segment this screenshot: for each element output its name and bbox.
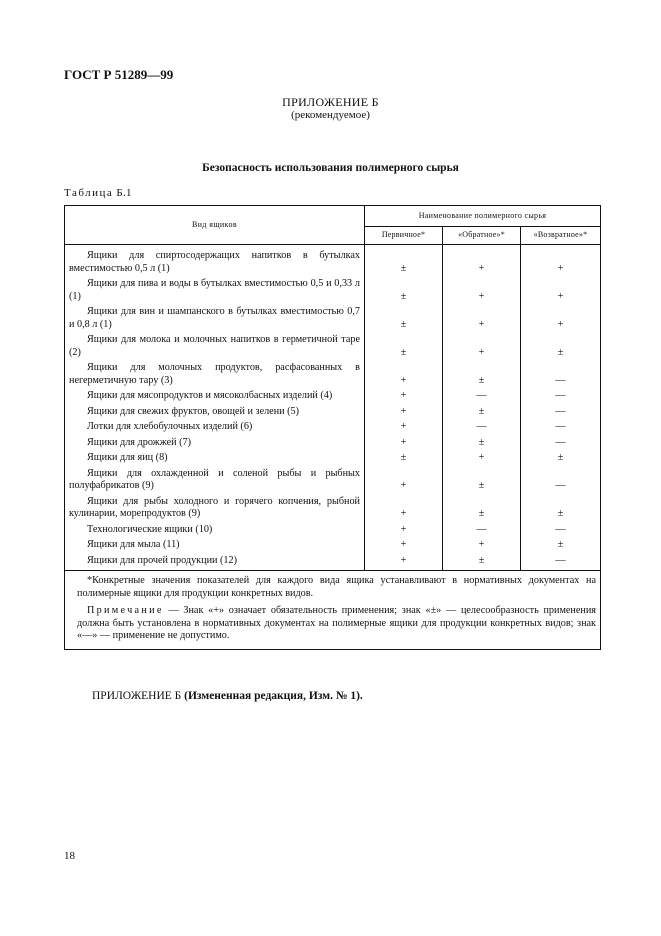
row-box-type bbox=[65, 334, 365, 362]
row-mark-primary: + bbox=[365, 437, 443, 453]
appendix-title: ПРИЛОЖЕНИЕ Б bbox=[282, 95, 379, 109]
column-header-box-type: Вид ящиков bbox=[65, 206, 365, 245]
page-number: 18 bbox=[64, 850, 75, 862]
row-mark-reverse: + bbox=[443, 334, 521, 362]
row-mark-returnable: — bbox=[521, 421, 601, 437]
row-box-type bbox=[65, 278, 365, 306]
column-header-material-group: Наименование полимерного сырья bbox=[365, 206, 601, 227]
row-mark-returnable: + bbox=[521, 306, 601, 334]
amendment-note bbox=[92, 690, 363, 702]
row-mark-reverse: + bbox=[443, 539, 521, 555]
table-row bbox=[65, 496, 601, 524]
row-mark-returnable: + bbox=[521, 250, 601, 278]
row-box-type-text: Ящики для вин и шампанского в бутылках вместимостью 0,7 и 0,8 л (1) bbox=[69, 306, 360, 330]
row-mark-returnable: — bbox=[521, 390, 601, 406]
row-mark-returnable: — bbox=[521, 437, 601, 453]
table-row bbox=[65, 421, 601, 437]
row-mark-returnable: ± bbox=[521, 539, 601, 555]
document-code: ГОСТ Р 51289—99 bbox=[64, 67, 174, 82]
row-mark-returnable: — bbox=[521, 406, 601, 422]
table-row bbox=[65, 390, 601, 406]
footnote-text: *Конкретные значения показателей для каждого вида ящика устанавливают в нормативных документах на полимерные ящики для продукции конкретных видов. bbox=[77, 575, 596, 599]
table-row bbox=[65, 362, 601, 390]
table-row bbox=[65, 334, 601, 362]
row-box-type-text: Ящики для пива и воды в бутылках вместимостью 0,5 и 0,33 л (1) bbox=[69, 278, 360, 302]
table-row bbox=[65, 437, 601, 453]
section-title: Безопасность использования полимерного сырья bbox=[202, 162, 459, 174]
row-mark-primary: ± bbox=[365, 278, 443, 306]
row-mark-returnable: — bbox=[521, 468, 601, 496]
row-mark-primary: + bbox=[365, 524, 443, 540]
row-mark-reverse: ± bbox=[443, 496, 521, 524]
row-box-type-text: Ящики для прочей продукции (12) bbox=[87, 554, 238, 566]
row-box-type bbox=[65, 362, 365, 390]
amendment-prefix: ПРИЛОЖЕНИЕ Б bbox=[92, 690, 185, 702]
row-mark-reverse: — bbox=[443, 421, 521, 437]
row-mark-returnable: — bbox=[521, 555, 601, 571]
row-mark-primary: ± bbox=[365, 452, 443, 468]
row-mark-primary: + bbox=[365, 390, 443, 406]
row-mark-returnable: ± bbox=[521, 452, 601, 468]
row-box-type bbox=[65, 306, 365, 334]
row-mark-primary: + bbox=[365, 406, 443, 422]
row-box-type bbox=[65, 421, 365, 437]
row-mark-primary: + bbox=[365, 539, 443, 555]
row-box-type bbox=[65, 406, 365, 422]
row-box-type-text: Ящики для спиртосодержащих напитков в бутылках вместимостью 0,5 л (1) bbox=[69, 250, 360, 274]
row-mark-returnable: — bbox=[521, 362, 601, 390]
row-mark-primary: + bbox=[365, 421, 443, 437]
row-box-type-text: Ящики для свежих фруктов, овощей и зелени (5) bbox=[87, 405, 300, 417]
table-row bbox=[65, 452, 601, 468]
polymer-safety-table bbox=[64, 205, 601, 650]
row-box-type bbox=[65, 468, 365, 496]
row-mark-reverse: ± bbox=[443, 437, 521, 453]
row-box-type bbox=[65, 250, 365, 278]
row-mark-primary: + bbox=[365, 555, 443, 571]
table-row bbox=[65, 250, 601, 278]
row-mark-returnable: ± bbox=[521, 334, 601, 362]
table-row bbox=[65, 278, 601, 306]
table-row bbox=[65, 468, 601, 496]
row-box-type-text: Ящики для молочных продуктов, расфасованных в негерметичную тару (3) bbox=[69, 362, 360, 386]
row-mark-primary: ± bbox=[365, 334, 443, 362]
row-mark-returnable: + bbox=[521, 278, 601, 306]
row-mark-reverse: ± bbox=[443, 362, 521, 390]
row-mark-primary: ± bbox=[365, 250, 443, 278]
row-box-type-text: Ящики для рыбы холодного и горячего копчения, рыбной кулинарии, морепродуктов (9) bbox=[69, 495, 360, 519]
row-box-type-text: Ящики для охлажденной и соленой рыбы и рыбных полуфабрикатов (9) bbox=[69, 467, 360, 491]
column-header-returnable: «Возвратное»* bbox=[521, 227, 601, 245]
row-mark-reverse: — bbox=[443, 390, 521, 406]
row-box-type bbox=[65, 555, 365, 571]
row-mark-returnable: — bbox=[521, 524, 601, 540]
table-row bbox=[65, 306, 601, 334]
row-mark-reverse: ± bbox=[443, 406, 521, 422]
row-box-type bbox=[65, 524, 365, 540]
column-header-primary: Первичное* bbox=[365, 227, 443, 245]
row-mark-reverse: + bbox=[443, 306, 521, 334]
row-mark-reverse: + bbox=[443, 278, 521, 306]
row-mark-primary: + bbox=[365, 362, 443, 390]
row-box-type bbox=[65, 539, 365, 555]
row-mark-primary: + bbox=[365, 468, 443, 496]
row-box-type bbox=[65, 496, 365, 524]
table-row bbox=[65, 555, 601, 571]
table-caption bbox=[64, 187, 132, 199]
row-mark-reverse: + bbox=[443, 250, 521, 278]
table-footnotes bbox=[65, 571, 601, 650]
table-caption-number: Б.1 bbox=[113, 187, 132, 199]
table-row bbox=[65, 539, 601, 555]
note-label: Примечание bbox=[87, 605, 164, 616]
row-box-type-text: Ящики для мясопродуктов и мясоколбасных изделий (4) bbox=[87, 390, 333, 401]
row-box-type-text: Технологические ящики (10) bbox=[87, 523, 213, 535]
row-box-type-text: Ящики для мыла (11) bbox=[87, 539, 180, 550]
row-mark-reverse: + bbox=[443, 452, 521, 468]
row-mark-reverse: ± bbox=[443, 468, 521, 496]
table-row bbox=[65, 524, 601, 540]
row-mark-primary: + bbox=[365, 496, 443, 524]
row-box-type bbox=[65, 390, 365, 406]
row-mark-reverse: — bbox=[443, 524, 521, 540]
row-box-type-text: Лотки для хлебобулочных изделий (6) bbox=[87, 421, 253, 432]
appendix-subtitle: (рекомендуемое) bbox=[291, 109, 370, 121]
table-caption-label: Таблица bbox=[64, 187, 114, 199]
row-box-type-text: Ящики для дрожжей (7) bbox=[87, 436, 191, 448]
table-row bbox=[65, 406, 601, 422]
row-box-type bbox=[65, 437, 365, 453]
row-box-type-text: Ящики для молока и молочных напитков в герметичной таре (2) bbox=[69, 334, 360, 358]
row-box-type bbox=[65, 452, 365, 468]
row-box-type-text: Ящики для яиц (8) bbox=[87, 452, 168, 463]
note-body: — Знак «+» означает обязательность применения; знак «±» — целесообразность применения должна быть установлена в нормативных документах на полимерные ящики для продукции конкретных видов; знак «—» — применение не допустимо. bbox=[77, 605, 596, 641]
row-mark-returnable: ± bbox=[521, 496, 601, 524]
row-mark-reverse: ± bbox=[443, 555, 521, 571]
column-header-reverse: «Обратное»* bbox=[443, 227, 521, 245]
note-text bbox=[77, 605, 596, 643]
amendment-bold: (Измененная редакция, Изм. № 1). bbox=[184, 690, 363, 702]
row-mark-primary: ± bbox=[365, 306, 443, 334]
